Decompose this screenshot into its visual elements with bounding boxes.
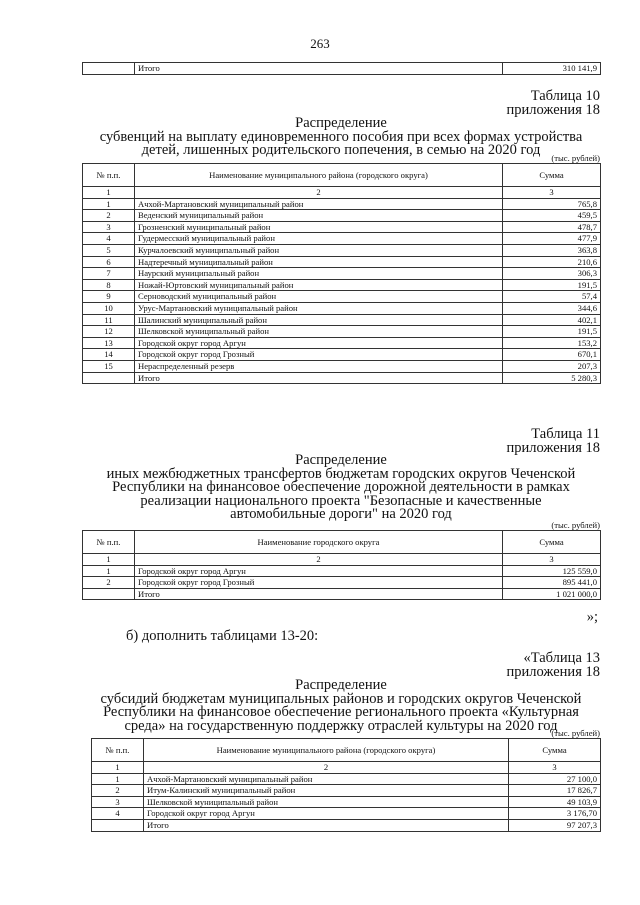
total-label: Итого — [135, 372, 503, 384]
cell-name: Шалинский муниципальный район — [135, 314, 503, 326]
cell-sum: 27 100,0 — [509, 773, 601, 785]
cell-num — [83, 63, 135, 75]
cell-name: Курчалоевский муниципальный район — [135, 244, 503, 256]
cell-name: Надтеречный муниципальный район — [135, 256, 503, 268]
cell-name: Городской округ город Аргун — [144, 808, 509, 820]
cell-num: 4 — [92, 808, 144, 820]
cell-name: Ножай-Юртовский муниципальный район — [135, 279, 503, 291]
title-line: автомобильные дороги" на 2020 год — [230, 506, 452, 523]
cell-sum: 363,8 — [503, 244, 601, 256]
cell-name: Городской округ город Грозный — [135, 577, 503, 589]
cell-num: 2 — [83, 210, 135, 222]
cell-num — [83, 372, 135, 384]
table10-caption — [507, 89, 600, 117]
table-row — [83, 360, 601, 372]
header-sum: Сумма — [509, 739, 601, 762]
header-name: Наименование муниципального района (городского округа) — [135, 164, 503, 187]
cell-num: 1 — [83, 198, 135, 210]
cell-num: 11 — [83, 314, 135, 326]
cell-num: 12 — [83, 326, 135, 338]
table-row — [83, 291, 601, 303]
table-row — [83, 302, 601, 314]
col-number: 1 — [92, 762, 144, 774]
table-row — [83, 244, 601, 256]
header-name: Наименование городского округа — [135, 531, 503, 554]
title-line: среда» на государственную поддержку отраслей культуры на 2020 год — [124, 717, 558, 734]
table-row — [83, 577, 601, 589]
table10 — [82, 163, 601, 384]
cell-num: 1 — [92, 773, 144, 785]
col-number: 1 — [83, 554, 135, 566]
total-sum: 97 207,3 — [509, 819, 601, 831]
cell-sum: 895 441,0 — [503, 577, 601, 589]
table-caption-line: приложения 18 — [506, 440, 600, 456]
title-line: Республики на финансовое обеспечение регионального проекта «Культурная — [103, 704, 579, 721]
total-sum: 5 280,3 — [503, 372, 601, 384]
cell-num: 3 — [83, 221, 135, 233]
total-label: Итого — [144, 819, 509, 831]
cell-name: Грозненский муниципальный район — [135, 221, 503, 233]
table-row — [83, 63, 601, 75]
cell-name: Веденский муниципальный район — [135, 210, 503, 222]
table-row — [83, 233, 601, 245]
closing-quote: »; — [586, 609, 598, 625]
cell-sum: 57,4 — [503, 291, 601, 303]
title-line: Распределение — [295, 677, 387, 693]
header-name: Наименование муниципального района (городского округа) — [144, 739, 509, 762]
col-number: 2 — [135, 554, 503, 566]
table-row — [92, 796, 601, 808]
cell-num: 2 — [92, 785, 144, 797]
cell-name: Шелковской муниципальный район — [135, 326, 503, 338]
table13 — [91, 738, 601, 832]
cell-name: Городской округ город Грозный — [135, 349, 503, 361]
col-number: 3 — [503, 554, 601, 566]
units-label: (тыс. рублей) — [551, 728, 600, 738]
cell-sum: 477,9 — [503, 233, 601, 245]
title-line: реализации национального проекта "Безопасные и качественные — [140, 492, 542, 509]
cell-num: 14 — [83, 349, 135, 361]
col-number: 2 — [144, 762, 509, 774]
cell-name: Нераспределенный резерв — [135, 360, 503, 372]
title-line: детей, лишенных родительского попечения, в семью на 2020 год — [141, 142, 541, 159]
header-sum: Сумма — [503, 164, 601, 187]
total-sum: 1 021 000,0 — [503, 588, 601, 600]
cell-sum: 210,6 — [503, 256, 601, 268]
cell-num: 5 — [83, 244, 135, 256]
table-header-row — [83, 164, 601, 187]
total-label: Итого — [135, 588, 503, 600]
cell-sum: 478,7 — [503, 221, 601, 233]
cell-name: Серноводский муниципальный район — [135, 291, 503, 303]
units-label: (тыс. рублей) — [551, 520, 600, 530]
table-caption-line: Таблица 10 — [530, 88, 600, 104]
table-total-row — [83, 588, 601, 600]
cell-sum: 153,2 — [503, 337, 601, 349]
table-row — [83, 256, 601, 268]
cell-num: 13 — [83, 337, 135, 349]
cell-name: Гудермесский муниципальный район — [135, 233, 503, 245]
table-header-row — [83, 531, 601, 554]
cell-num: 3 — [92, 796, 144, 808]
col-number: 3 — [503, 187, 601, 199]
cell-num: 1 — [83, 565, 135, 577]
cell-sum: 310 141,9 — [503, 63, 601, 75]
table-row — [92, 773, 601, 785]
cell-num: 6 — [83, 256, 135, 268]
cell-num: 10 — [83, 302, 135, 314]
cell-num — [92, 819, 144, 831]
table-row — [83, 210, 601, 222]
cell-sum: 125 559,0 — [503, 565, 601, 577]
cell-name: Ачхой-Мартановский муниципальный район — [144, 773, 509, 785]
cell-sum: 459,5 — [503, 210, 601, 222]
table-row — [83, 279, 601, 291]
cell-num — [83, 588, 135, 600]
cell-name: Урус-Мартановский муниципальный район — [135, 302, 503, 314]
table10-title — [82, 117, 600, 158]
cell-sum: 670,1 — [503, 349, 601, 361]
cell-sum: 306,3 — [503, 268, 601, 280]
header-num: № п.п. — [83, 531, 135, 554]
cell-name: Городской округ город Аргун — [135, 565, 503, 577]
title-line: субвенций на выплату единовременного пособия при всех формах устройства — [99, 128, 583, 145]
cell-sum: 17 826,7 — [509, 785, 601, 797]
table-row — [83, 221, 601, 233]
column-number-row — [83, 187, 601, 199]
cell-sum: 191,5 — [503, 279, 601, 291]
cell-num: 7 — [83, 268, 135, 280]
table-row — [92, 808, 601, 820]
title-line: Распределение — [295, 452, 387, 468]
table-row — [83, 337, 601, 349]
table13-title — [82, 679, 600, 733]
header-num: № п.п. — [92, 739, 144, 762]
table-caption-line: Таблица 11 — [531, 426, 600, 442]
table-total-row — [92, 819, 601, 831]
table11-caption — [507, 427, 600, 455]
header-sum: Сумма — [503, 531, 601, 554]
table11-title — [82, 454, 600, 522]
title-line: Распределение — [295, 115, 387, 131]
units-label: (тыс. рублей) — [551, 153, 600, 163]
cell-name: Наурский муниципальный район — [135, 268, 503, 280]
table-header-row — [92, 739, 601, 762]
table-total-row — [83, 372, 601, 384]
cell-num: 8 — [83, 279, 135, 291]
table-row — [83, 326, 601, 338]
page-number: 263 — [310, 36, 330, 51]
cell-sum: 765,8 — [503, 198, 601, 210]
paragraph-b: б) дополнить таблицами 13-20: — [126, 628, 319, 644]
cell-name: Городской округ город Аргун — [135, 337, 503, 349]
title-line: Республики на финансовое обеспечение дорожной деятельности в рамках — [112, 479, 570, 496]
table-caption-line: приложения 18 — [506, 664, 600, 680]
table-row — [83, 314, 601, 326]
table-row — [83, 268, 601, 280]
cell-name: Ачхой-Мартановский муниципальный район — [135, 198, 503, 210]
cell-sum: 191,5 — [503, 326, 601, 338]
prev-table-total — [82, 62, 601, 75]
cell-sum: 207,3 — [503, 360, 601, 372]
table13-caption — [507, 651, 600, 679]
cell-num: 2 — [83, 577, 135, 589]
header-num: № п.п. — [83, 164, 135, 187]
title-line: иных межбюджетных трансфертов бюджетам городских округов Чеченской — [106, 465, 576, 482]
table11 — [82, 530, 601, 600]
col-number: 2 — [135, 187, 503, 199]
table-row — [92, 785, 601, 797]
table-caption-line: приложения 18 — [506, 102, 600, 118]
table-row — [83, 349, 601, 361]
title-line: субсидий бюджетам муниципальных районов и городских округов Чеченской — [100, 690, 582, 707]
cell-sum: 344,6 — [503, 302, 601, 314]
cell-num: 15 — [83, 360, 135, 372]
cell-num: 4 — [83, 233, 135, 245]
table-caption-line: «Таблица 13 — [523, 650, 600, 666]
col-number: 3 — [509, 762, 601, 774]
cell-num: 9 — [83, 291, 135, 303]
table-row — [83, 198, 601, 210]
cell-sum: 3 176,70 — [509, 808, 601, 820]
column-number-row — [83, 554, 601, 566]
cell-sum: 49 103,9 — [509, 796, 601, 808]
cell-name: Шелковской муниципальный район — [144, 796, 509, 808]
column-number-row — [92, 762, 601, 774]
col-number: 1 — [83, 187, 135, 199]
cell-name: Итум-Калинский муниципальный район — [144, 785, 509, 797]
cell-sum: 402,1 — [503, 314, 601, 326]
table-row — [83, 565, 601, 577]
cell-name: Итого — [135, 63, 503, 75]
